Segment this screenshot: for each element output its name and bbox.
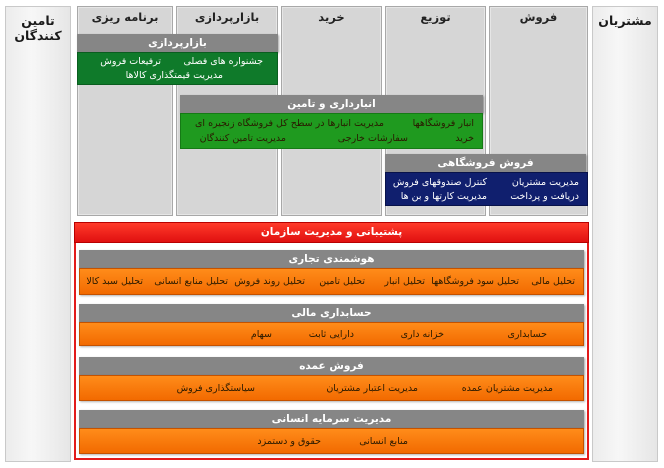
hr-module-box xyxy=(79,428,584,454)
accounting-module-box xyxy=(79,322,584,346)
accounting-item: دارایی ثابت xyxy=(308,329,354,340)
column-header-distribution: توزیع xyxy=(420,10,451,24)
warehousing-item: سفارشات خارجی xyxy=(337,133,408,144)
column-header-planning: برنامه ریزی xyxy=(91,10,159,24)
marketing-module-title: بازارپردازی xyxy=(77,34,278,52)
column-header-sales: فروش xyxy=(519,10,558,24)
bi-item: تحلیل انبار xyxy=(384,276,425,287)
suppliers-label: تامین کنندگان xyxy=(14,13,62,43)
wholesale-item: سیاستگذاری فروش xyxy=(176,383,255,394)
hr-item: حقوق و دستمزد xyxy=(257,436,321,447)
warehousing-item: خرید xyxy=(455,133,474,144)
warehousing-module-title: انبارداری و تامین xyxy=(180,95,483,113)
bi-item: تحلیل سبد کالا xyxy=(86,276,143,287)
marketing-module-box xyxy=(77,52,278,85)
wholesale-item: مدیریت اعتبار مشتریان xyxy=(326,383,418,394)
marketing-item: مدیریت قیمتگذاری کالاها xyxy=(125,70,223,81)
warehousing-module-box xyxy=(180,113,483,149)
marketing-item: ترفیعات فروش xyxy=(100,56,161,67)
store-sales-item: دریافت و پرداخت xyxy=(510,191,579,202)
store-sales-item: مدیریت مشتریان xyxy=(511,177,579,188)
wholesale-module-box xyxy=(79,375,584,401)
warehousing-item: مدیریت انبارها در سطح کل فروشگاه زنجیره ای xyxy=(194,118,384,129)
hr-module-title: مدیریت سرمایه انسانی xyxy=(79,410,584,428)
store-sales-item: کنترل صندوقهای فروش xyxy=(392,177,487,188)
column-header-purchasing: خرید xyxy=(318,10,345,24)
bi-item: تحلیل مالی xyxy=(531,276,575,287)
bi-item: تحلیل سود فروشگاهها xyxy=(431,276,519,287)
store-sales-item: مدیریت کارتها و بن ها xyxy=(400,191,487,202)
column-header-marketing: بازارپردازی xyxy=(194,10,260,24)
warehousing-item: مدیریت تامین کنندگان xyxy=(199,133,286,144)
hr-item: منابع انسانی xyxy=(359,436,408,447)
customers-column xyxy=(592,6,658,462)
store-sales-module-box xyxy=(385,172,588,206)
store-sales-module-title: فروش فروشگاهی xyxy=(385,154,586,172)
warehousing-item: انبار فروشگاهها xyxy=(412,118,474,129)
customers-label: مشتریان xyxy=(598,13,652,28)
bi-item: تحلیل تامین xyxy=(319,276,365,287)
accounting-item: سهام xyxy=(250,329,272,340)
marketing-item: جشنواره های فصلی xyxy=(183,56,263,67)
bi-module-title: هوشمندی تجاری xyxy=(79,250,584,268)
bi-item: تحلیل منابع انسانی xyxy=(154,276,228,287)
bi-item: تحلیل روند فروش xyxy=(234,276,305,287)
accounting-item: حسابداری xyxy=(507,329,547,340)
wholesale-module-title: فروش عمده xyxy=(79,357,584,375)
accounting-module-title: حسابداری مالی xyxy=(79,304,584,322)
accounting-item: خزانه داری xyxy=(400,329,444,340)
support-management-title: پشتیبانی و مدیریت سازمان xyxy=(74,222,589,243)
bi-module-box xyxy=(79,268,584,295)
wholesale-item: مدیریت مشتریان عمده xyxy=(461,383,553,394)
suppliers-column xyxy=(5,6,71,462)
